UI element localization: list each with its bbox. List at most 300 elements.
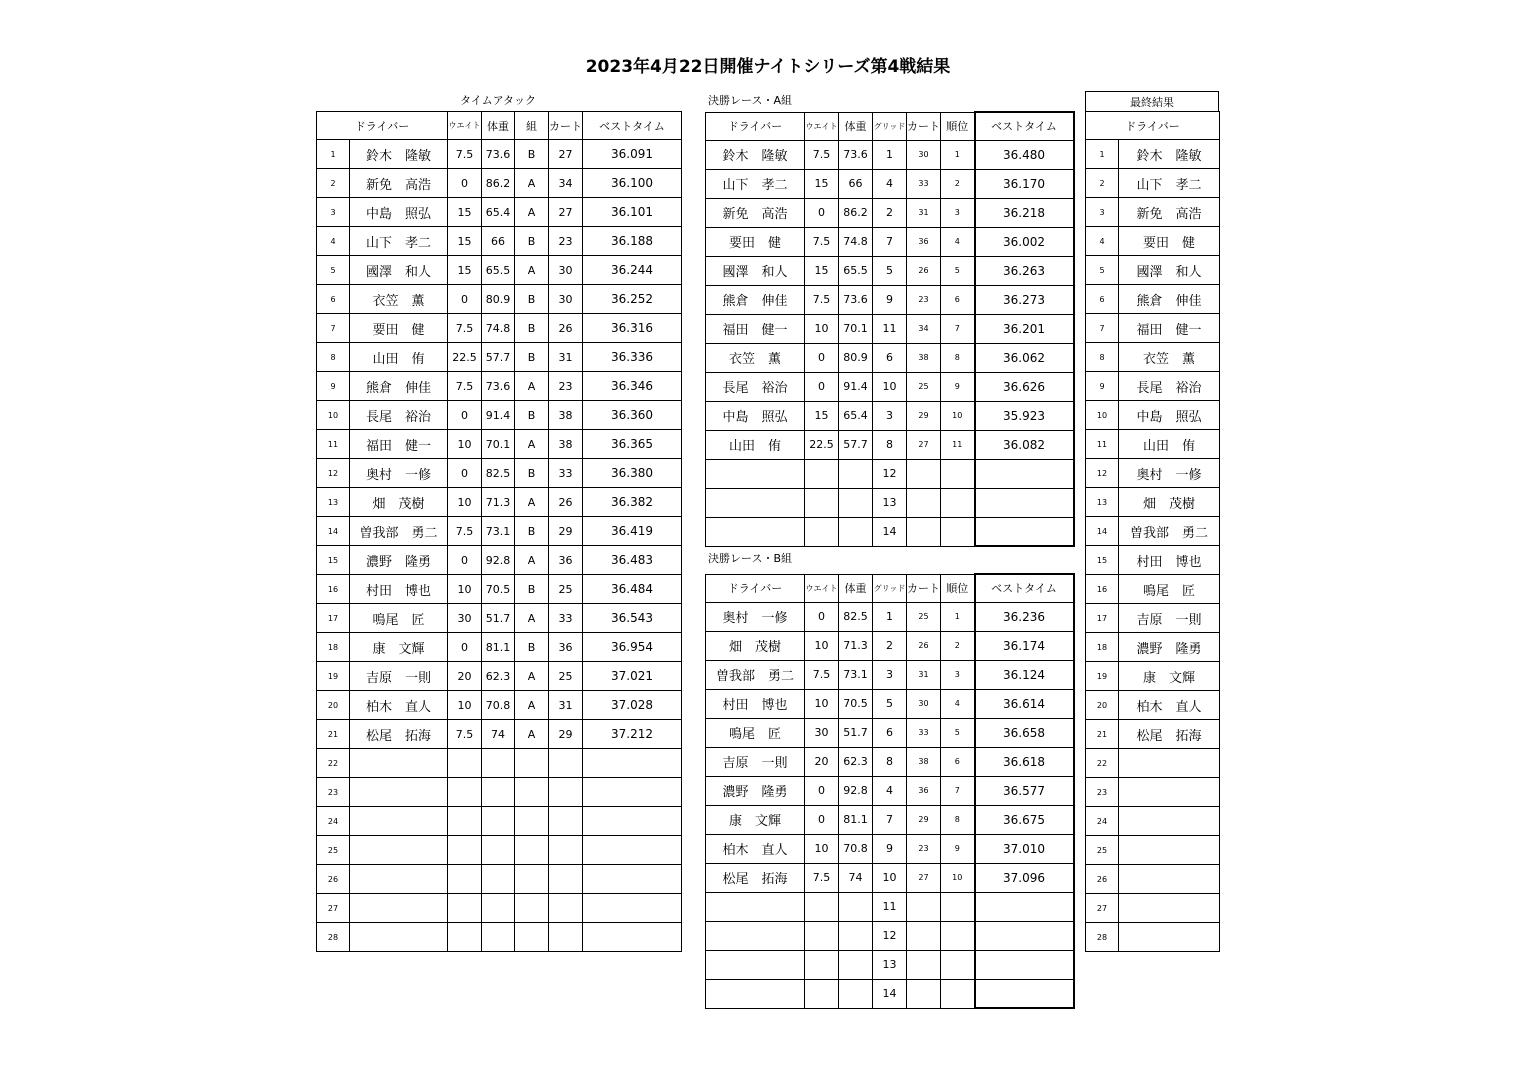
table-row [706, 343, 1074, 372]
driver-cell: 要田 健 [706, 227, 805, 256]
grid-cell: 8 [873, 747, 907, 776]
body-weight-cell: 70.1 [839, 314, 873, 343]
kart-cell: 26 [907, 631, 941, 660]
weight-cell: 15 [448, 227, 482, 256]
table-row [706, 631, 1074, 660]
table-row [706, 950, 1074, 979]
kart-cell [907, 488, 941, 517]
driver-cell: 山下 孝二 [1119, 169, 1220, 198]
group-cell: A [515, 256, 549, 285]
kart-cell: 34 [549, 169, 583, 198]
table-row [1086, 343, 1220, 372]
weight-cell: 0 [805, 372, 839, 401]
kart-cell: 29 [549, 517, 583, 546]
grid-cell: 6 [873, 718, 907, 747]
driver-cell: 新免 高浩 [1119, 198, 1220, 227]
best-time-cell: 36.082 [975, 430, 1074, 459]
best-time-cell: 36.480 [975, 140, 1074, 169]
driver-cell: 鳴尾 匠 [706, 718, 805, 747]
time-attack-caption: タイムアタック [460, 94, 537, 107]
table-row [1086, 372, 1220, 401]
weight-cell: 7.5 [448, 314, 482, 343]
kart-cell: 33 [907, 169, 941, 198]
kart-cell: 31 [549, 691, 583, 720]
rank-cell: 12 [317, 459, 350, 488]
table-row [317, 256, 682, 285]
table-row [1086, 575, 1220, 604]
header-body-weight: 体重 [482, 112, 515, 140]
driver-cell: 山田 侑 [1119, 430, 1220, 459]
kart-cell: 30 [549, 256, 583, 285]
weight-cell: 7.5 [805, 140, 839, 169]
table-row [317, 662, 682, 691]
body-weight-cell [839, 979, 873, 1008]
group-cell: A [515, 604, 549, 633]
weight-cell: 7.5 [805, 863, 839, 892]
weight-cell: 0 [448, 401, 482, 430]
final-b-caption: 決勝レース・B組 [708, 552, 792, 565]
best-time-cell [583, 749, 682, 778]
body-weight-cell: 73.6 [839, 285, 873, 314]
best-time-cell: 37.028 [583, 691, 682, 720]
best-time-cell [975, 979, 1074, 1008]
best-time-cell: 36.658 [975, 718, 1074, 747]
driver-cell [706, 979, 805, 1008]
driver-cell: 福田 健一 [706, 314, 805, 343]
best-time-cell: 36.101 [583, 198, 682, 227]
rank-cell: 19 [317, 662, 350, 691]
body-weight-cell: 71.3 [482, 488, 515, 517]
grid-cell: 14 [873, 979, 907, 1008]
table-row [706, 372, 1074, 401]
body-weight-cell: 70.1 [482, 430, 515, 459]
final-a-caption: 決勝レース・A組 [708, 94, 792, 107]
kart-cell: 26 [907, 256, 941, 285]
driver-cell: 福田 健一 [1119, 314, 1220, 343]
header-weight: ウエイト [805, 112, 839, 140]
table-row [1086, 227, 1220, 256]
driver-cell: 畑 茂樹 [1119, 488, 1220, 517]
grid-cell: 2 [873, 631, 907, 660]
rank-cell: 17 [1086, 604, 1119, 633]
table-row [317, 430, 682, 459]
weight-cell: 7.5 [805, 660, 839, 689]
position-cell: 6 [941, 285, 975, 314]
body-weight-cell: 70.8 [482, 691, 515, 720]
weight-cell [448, 865, 482, 894]
weight-cell [448, 749, 482, 778]
grid-cell: 9 [873, 834, 907, 863]
driver-cell: 鳴尾 匠 [350, 604, 448, 633]
grid-cell: 10 [873, 372, 907, 401]
body-weight-cell: 65.4 [482, 198, 515, 227]
grid-cell: 9 [873, 285, 907, 314]
best-time-cell [975, 921, 1074, 950]
body-weight-cell: 51.7 [839, 718, 873, 747]
kart-cell [907, 892, 941, 921]
weight-cell [805, 979, 839, 1008]
position-cell: 9 [941, 372, 975, 401]
driver-cell: 柏木 直人 [350, 691, 448, 720]
weight-cell [805, 921, 839, 950]
driver-cell [1119, 836, 1220, 865]
body-weight-cell: 51.7 [482, 604, 515, 633]
rank-cell: 21 [1086, 720, 1119, 749]
table-row [706, 459, 1074, 488]
driver-cell: 松尾 拓海 [350, 720, 448, 749]
body-weight-cell: 91.4 [839, 372, 873, 401]
group-cell: B [515, 633, 549, 662]
rank-cell: 10 [1086, 401, 1119, 430]
grid-cell: 7 [873, 227, 907, 256]
table-row [706, 256, 1074, 285]
header-driver: ドライバー [706, 574, 805, 602]
body-weight-cell [482, 865, 515, 894]
body-weight-cell: 73.6 [482, 140, 515, 169]
rank-cell: 23 [1086, 778, 1119, 807]
table-row [706, 140, 1074, 169]
position-cell [941, 892, 975, 921]
driver-cell: 鳴尾 匠 [1119, 575, 1220, 604]
rank-cell: 24 [317, 807, 350, 836]
body-weight-cell [839, 921, 873, 950]
group-cell: B [515, 227, 549, 256]
weight-cell [448, 778, 482, 807]
best-time-cell: 36.577 [975, 776, 1074, 805]
rank-cell: 25 [1086, 836, 1119, 865]
rank-cell: 23 [317, 778, 350, 807]
header-body-weight: 体重 [839, 112, 873, 140]
group-cell: B [515, 517, 549, 546]
rank-cell: 11 [317, 430, 350, 459]
position-cell [941, 979, 975, 1008]
rank-cell: 28 [1086, 923, 1119, 952]
kart-cell: 38 [907, 343, 941, 372]
kart-cell [549, 923, 583, 952]
driver-cell: 吉原 一則 [350, 662, 448, 691]
weight-cell: 15 [805, 401, 839, 430]
kart-cell: 36 [549, 546, 583, 575]
position-cell: 9 [941, 834, 975, 863]
kart-cell: 38 [907, 747, 941, 776]
kart-cell: 38 [549, 401, 583, 430]
header-weight: ウエイト [448, 112, 482, 140]
driver-cell: 吉原 一則 [706, 747, 805, 776]
rank-cell: 21 [317, 720, 350, 749]
rank-cell: 2 [317, 169, 350, 198]
driver-cell: 要田 健 [1119, 227, 1220, 256]
group-cell: A [515, 488, 549, 517]
table-row [1086, 720, 1220, 749]
weight-cell: 20 [805, 747, 839, 776]
group-cell: A [515, 372, 549, 401]
final-b-table [705, 573, 1075, 1009]
kart-cell: 29 [907, 805, 941, 834]
kart-cell [907, 979, 941, 1008]
driver-cell [350, 894, 448, 923]
kart-cell: 27 [907, 863, 941, 892]
driver-cell [350, 836, 448, 865]
table-header-row [317, 112, 682, 140]
body-weight-cell: 86.2 [482, 169, 515, 198]
position-cell: 1 [941, 602, 975, 631]
group-cell: A [515, 169, 549, 198]
driver-cell [1119, 865, 1220, 894]
table-row [1086, 604, 1220, 633]
kart-cell: 23 [549, 227, 583, 256]
header-kart: カート [907, 574, 941, 602]
weight-cell [805, 517, 839, 546]
grid-cell: 1 [873, 140, 907, 169]
driver-cell: 奥村 一修 [350, 459, 448, 488]
group-cell [515, 807, 549, 836]
rank-cell: 3 [1086, 198, 1119, 227]
body-weight-cell [482, 923, 515, 952]
kart-cell [549, 894, 583, 923]
grid-cell: 5 [873, 256, 907, 285]
body-weight-cell: 70.5 [482, 575, 515, 604]
kart-cell: 25 [907, 372, 941, 401]
driver-cell: 柏木 直人 [706, 834, 805, 863]
best-time-cell: 36.174 [975, 631, 1074, 660]
driver-cell: 中島 照弘 [706, 401, 805, 430]
final-results-table [1085, 111, 1220, 952]
kart-cell [907, 921, 941, 950]
table-row [317, 169, 682, 198]
weight-cell: 10 [448, 691, 482, 720]
driver-cell [350, 923, 448, 952]
weight-cell: 15 [805, 169, 839, 198]
table-row [317, 314, 682, 343]
kart-cell: 31 [907, 660, 941, 689]
best-time-cell: 37.096 [975, 863, 1074, 892]
header-driver: ドライバー [317, 112, 448, 140]
best-time-cell [975, 892, 1074, 921]
position-cell: 4 [941, 227, 975, 256]
weight-cell: 0 [448, 546, 482, 575]
weight-cell: 22.5 [805, 430, 839, 459]
table-row [706, 776, 1074, 805]
best-time-cell: 36.263 [975, 256, 1074, 285]
header-best-time: ベストタイム [583, 112, 682, 140]
best-time-cell: 36.675 [975, 805, 1074, 834]
position-cell: 10 [941, 401, 975, 430]
best-time-cell: 36.002 [975, 227, 1074, 256]
header-best-time: ベストタイム [975, 112, 1074, 140]
body-weight-cell [839, 488, 873, 517]
kart-cell: 30 [907, 689, 941, 718]
weight-cell: 7.5 [805, 227, 839, 256]
kart-cell: 25 [549, 662, 583, 691]
weight-cell: 10 [448, 575, 482, 604]
table-row [706, 602, 1074, 631]
driver-cell: 熊倉 伸佳 [350, 372, 448, 401]
position-cell: 1 [941, 140, 975, 169]
best-time-cell [975, 488, 1074, 517]
driver-cell: 福田 健一 [350, 430, 448, 459]
page-title: 2023年4月22日開催ナイトシリーズ第4戦結果 [585, 57, 951, 77]
driver-cell: 松尾 拓海 [1119, 720, 1220, 749]
weight-cell: 15 [805, 256, 839, 285]
rank-cell: 5 [1086, 256, 1119, 285]
table-row [1086, 256, 1220, 285]
best-time-cell: 36.100 [583, 169, 682, 198]
grid-cell: 8 [873, 430, 907, 459]
position-cell: 10 [941, 863, 975, 892]
table-row [706, 430, 1074, 459]
driver-cell [350, 807, 448, 836]
driver-cell [706, 892, 805, 921]
best-time-cell [975, 950, 1074, 979]
best-time-cell: 36.236 [975, 602, 1074, 631]
rank-cell: 12 [1086, 459, 1119, 488]
weight-cell: 15 [448, 256, 482, 285]
best-time-cell: 36.360 [583, 401, 682, 430]
best-time-cell: 36.062 [975, 343, 1074, 372]
position-cell: 5 [941, 256, 975, 285]
table-row [317, 140, 682, 169]
kart-cell [549, 807, 583, 836]
group-cell: A [515, 546, 549, 575]
body-weight-cell [482, 749, 515, 778]
best-time-cell: 36.316 [583, 314, 682, 343]
group-cell: B [515, 314, 549, 343]
kart-cell: 30 [549, 285, 583, 314]
best-time-cell: 36.382 [583, 488, 682, 517]
rank-cell: 9 [1086, 372, 1119, 401]
final-results-caption-box [1085, 91, 1219, 112]
driver-cell: 鈴木 隆敏 [706, 140, 805, 169]
grid-cell: 5 [873, 689, 907, 718]
rank-cell: 1 [317, 140, 350, 169]
driver-cell: 新免 高浩 [350, 169, 448, 198]
table-row [706, 979, 1074, 1008]
driver-cell: 康 文輝 [1119, 662, 1220, 691]
best-time-cell [583, 778, 682, 807]
weight-cell: 7.5 [805, 285, 839, 314]
driver-cell: 松尾 拓海 [706, 863, 805, 892]
group-cell: B [515, 285, 549, 314]
weight-cell: 15 [448, 198, 482, 227]
driver-cell: 中島 照弘 [350, 198, 448, 227]
header-position: 順位 [941, 574, 975, 602]
kart-cell [549, 836, 583, 865]
driver-cell: 山田 侑 [350, 343, 448, 372]
weight-cell: 0 [448, 459, 482, 488]
table-row [1086, 546, 1220, 575]
grid-cell: 11 [873, 314, 907, 343]
table-row [706, 863, 1074, 892]
best-time-cell: 36.218 [975, 198, 1074, 227]
body-weight-cell: 62.3 [482, 662, 515, 691]
driver-cell: 曽我部 勇二 [350, 517, 448, 546]
group-cell [515, 778, 549, 807]
table-row [317, 865, 682, 894]
weight-cell: 7.5 [448, 720, 482, 749]
best-time-cell [583, 923, 682, 952]
table-row [706, 834, 1074, 863]
driver-cell: 鈴木 隆敏 [1119, 140, 1220, 169]
best-time-cell [583, 865, 682, 894]
grid-cell: 6 [873, 343, 907, 372]
table-row [706, 660, 1074, 689]
rank-cell: 7 [317, 314, 350, 343]
weight-cell [448, 836, 482, 865]
group-cell: B [515, 140, 549, 169]
group-cell: A [515, 198, 549, 227]
kart-cell: 33 [549, 604, 583, 633]
kart-cell: 27 [907, 430, 941, 459]
best-time-cell: 36.346 [583, 372, 682, 401]
rank-cell: 13 [317, 488, 350, 517]
position-cell: 11 [941, 430, 975, 459]
kart-cell [907, 459, 941, 488]
table-row [317, 343, 682, 372]
body-weight-cell: 57.7 [482, 343, 515, 372]
kart-cell: 33 [549, 459, 583, 488]
time-attack-table [316, 111, 682, 952]
kart-cell [907, 950, 941, 979]
weight-cell: 20 [448, 662, 482, 691]
driver-cell [350, 865, 448, 894]
body-weight-cell: 82.5 [482, 459, 515, 488]
best-time-cell: 36.614 [975, 689, 1074, 718]
table-row [317, 488, 682, 517]
table-row [706, 921, 1074, 950]
best-time-cell: 36.201 [975, 314, 1074, 343]
table-row [317, 836, 682, 865]
rank-cell: 25 [317, 836, 350, 865]
table-header-row [706, 574, 1074, 602]
weight-cell: 10 [805, 834, 839, 863]
table-row [317, 575, 682, 604]
grid-cell: 12 [873, 459, 907, 488]
best-time-cell [583, 807, 682, 836]
rank-cell: 20 [1086, 691, 1119, 720]
best-time-cell: 36.188 [583, 227, 682, 256]
table-row [706, 169, 1074, 198]
kart-cell: 29 [907, 401, 941, 430]
body-weight-cell: 66 [482, 227, 515, 256]
grid-cell: 3 [873, 660, 907, 689]
body-weight-cell [839, 459, 873, 488]
kart-cell: 23 [549, 372, 583, 401]
header-kart: カート [907, 112, 941, 140]
rank-cell: 6 [1086, 285, 1119, 314]
driver-cell [706, 488, 805, 517]
weight-cell: 0 [805, 776, 839, 805]
best-time-cell: 36.380 [583, 459, 682, 488]
position-cell: 2 [941, 169, 975, 198]
final-a-table [705, 111, 1075, 547]
group-cell [515, 836, 549, 865]
kart-cell: 36 [549, 633, 583, 662]
table-row [706, 488, 1074, 517]
best-time-cell: 36.365 [583, 430, 682, 459]
table-row [317, 807, 682, 836]
grid-cell: 13 [873, 950, 907, 979]
driver-cell: 村田 博也 [706, 689, 805, 718]
best-time-cell [583, 894, 682, 923]
table-row [317, 604, 682, 633]
driver-cell: 國澤 和人 [706, 256, 805, 285]
rank-cell: 24 [1086, 807, 1119, 836]
driver-cell: 康 文輝 [350, 633, 448, 662]
group-cell: B [515, 459, 549, 488]
driver-cell: 新免 高浩 [706, 198, 805, 227]
rank-cell: 20 [317, 691, 350, 720]
kart-cell: 25 [907, 602, 941, 631]
